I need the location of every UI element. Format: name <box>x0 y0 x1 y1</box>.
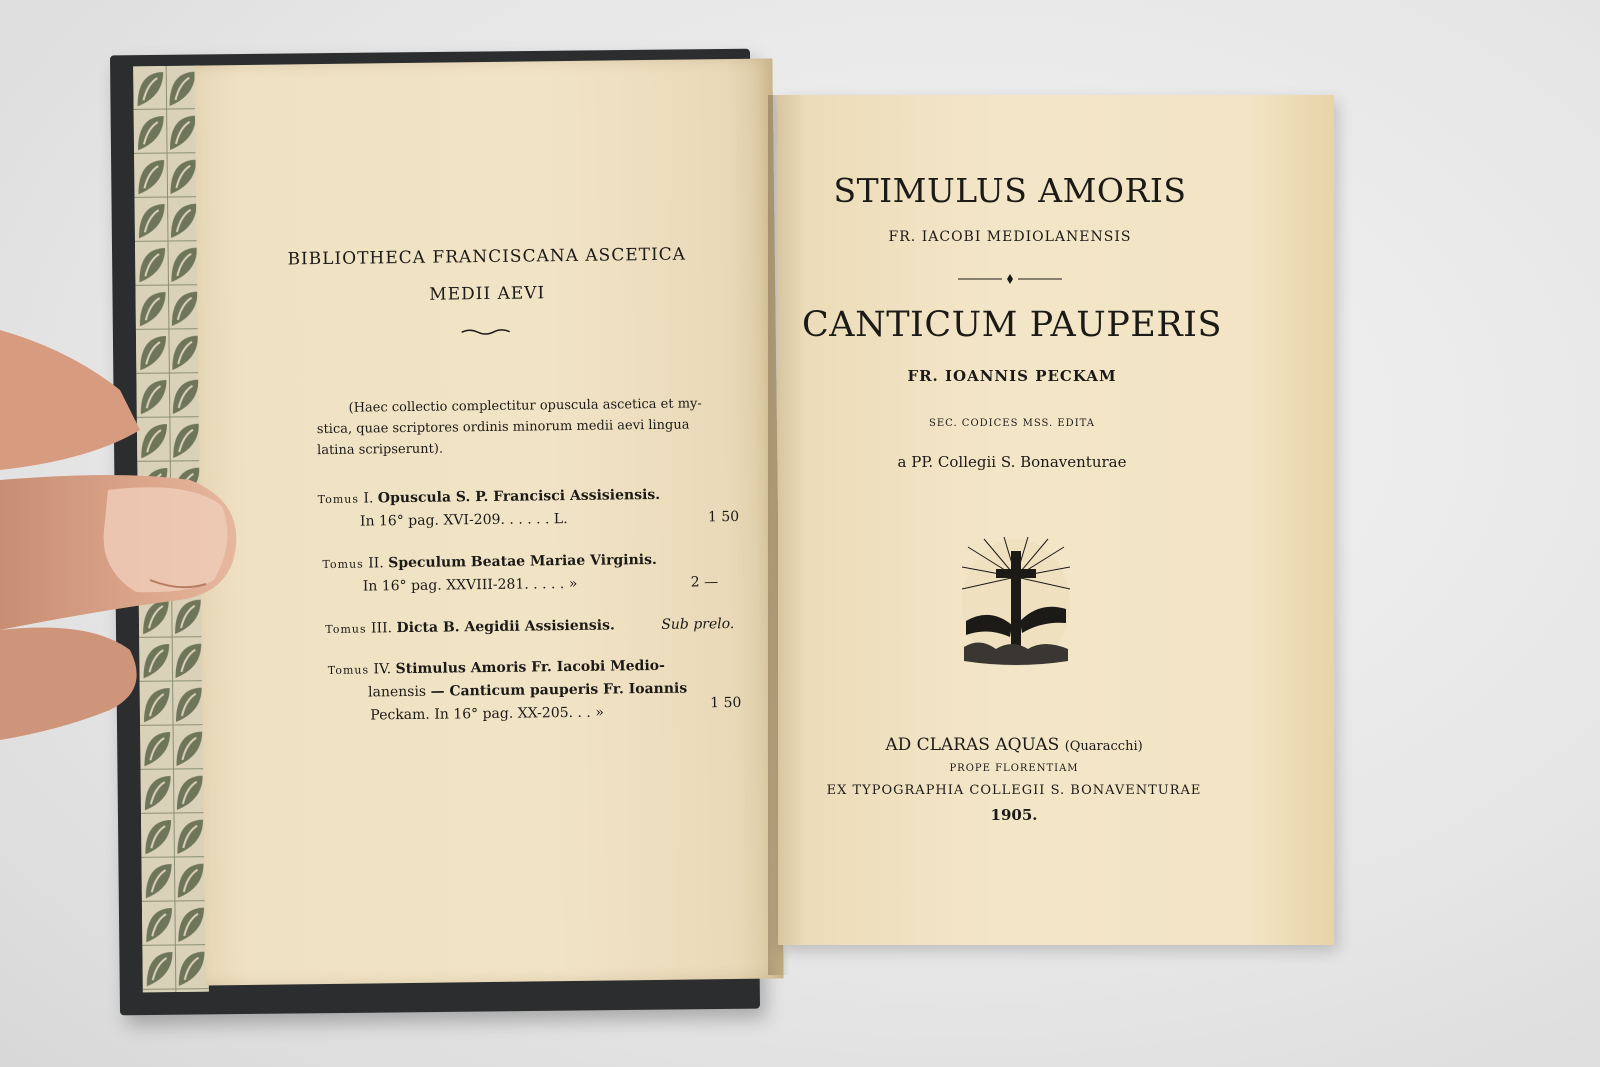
volume-2-price: 2 — <box>690 574 719 591</box>
tomus-label: Tomus <box>317 492 360 507</box>
volume-number: I. <box>363 490 374 507</box>
editors-line: a PP. Collegii S. Bonaventurae <box>897 453 1127 471</box>
series-title-line1: BIBLIOTHECA FRANCISCANA ASCETICA <box>287 244 687 270</box>
volume-4-heading <box>328 658 665 678</box>
volume-4-line2a: lanensis <box>367 683 427 701</box>
imprint-year: 1905. <box>990 806 1038 824</box>
tomus-label: Tomus <box>322 557 364 572</box>
left-page <box>194 59 783 986</box>
volume-title: Stimulus Amoris Fr. Iacobi Medio- <box>395 657 665 678</box>
volume-1-heading <box>318 487 661 507</box>
volume-number: III. <box>370 620 393 637</box>
volume-1-details: In 16° pag. XVI-209. . . . . . L. <box>359 511 568 530</box>
author-iacobi: FR. IACOBI MEDIOLANENSIS <box>888 229 1132 245</box>
volume-4-line3: Peckam. In 16° pag. XX-205. . . » <box>370 704 604 724</box>
volume-title: Dicta B. Aegidii Assisiensis. <box>396 617 615 637</box>
franciscan-emblem-icon <box>960 537 1072 669</box>
intro-line-1: (Haec collectio complectitur opuscula ascetica et my- <box>348 396 702 416</box>
edition-note: SEC. CODICES MSS. EDITA <box>929 418 1095 429</box>
author-peckam: FR. IOANNIS PECKAM <box>907 367 1117 385</box>
imprint-printer: EX TYPOGRAPHIA COLLEGII S. BONAVENTURAE <box>826 783 1202 798</box>
place-main: AD CLARAS AQUAS <box>885 735 1060 755</box>
tomus-label: Tomus <box>325 622 367 637</box>
hand-thumb <box>0 330 248 760</box>
volume-1-price: 1 50 <box>707 508 740 526</box>
volume-number: IV. <box>373 661 392 678</box>
volume-title: Opuscula S. P. Francisci Assisiensis. <box>377 486 661 507</box>
intro-line-3: latina scripserunt). <box>317 441 444 459</box>
title-canticum-pauperis: CANTICUM PAUPERIS <box>802 305 1222 345</box>
title-rule-ornament <box>958 273 1062 285</box>
volume-4-line2: lanensis — Canticum pauperis Fr. Ioannis <box>367 680 688 701</box>
volume-2-details: In 16° pag. XXVIII-281. . . . . » <box>362 575 578 595</box>
ornament-divider <box>460 327 512 338</box>
volume-4-price: 1 50 <box>710 694 742 712</box>
imprint-sub: PROPE FLORENTIAM <box>949 763 1079 774</box>
place-parenthetical: (Quaracchi) <box>1064 739 1143 754</box>
volume-3-status: Sub prelo. <box>661 616 735 633</box>
tomus-label: Tomus <box>327 663 370 677</box>
volume-4-line2b: Canticum pauperis Fr. Ioannis <box>449 680 688 700</box>
intro-line-2: stica, quae scriptores ordinis minorum medii aevi lingua <box>316 417 690 438</box>
volume-title: Speculum Beatae Mariae Virginis. <box>388 551 657 572</box>
series-title-line2: MEDII AEVI <box>429 283 546 305</box>
title-stimulus-amoris: STIMULUS AMORIS <box>833 171 1187 210</box>
imprint-place <box>885 735 1142 755</box>
volume-3-heading <box>325 617 615 637</box>
volume-number: II. <box>368 555 384 572</box>
right-page <box>778 95 1334 945</box>
volume-2-heading <box>322 552 656 572</box>
